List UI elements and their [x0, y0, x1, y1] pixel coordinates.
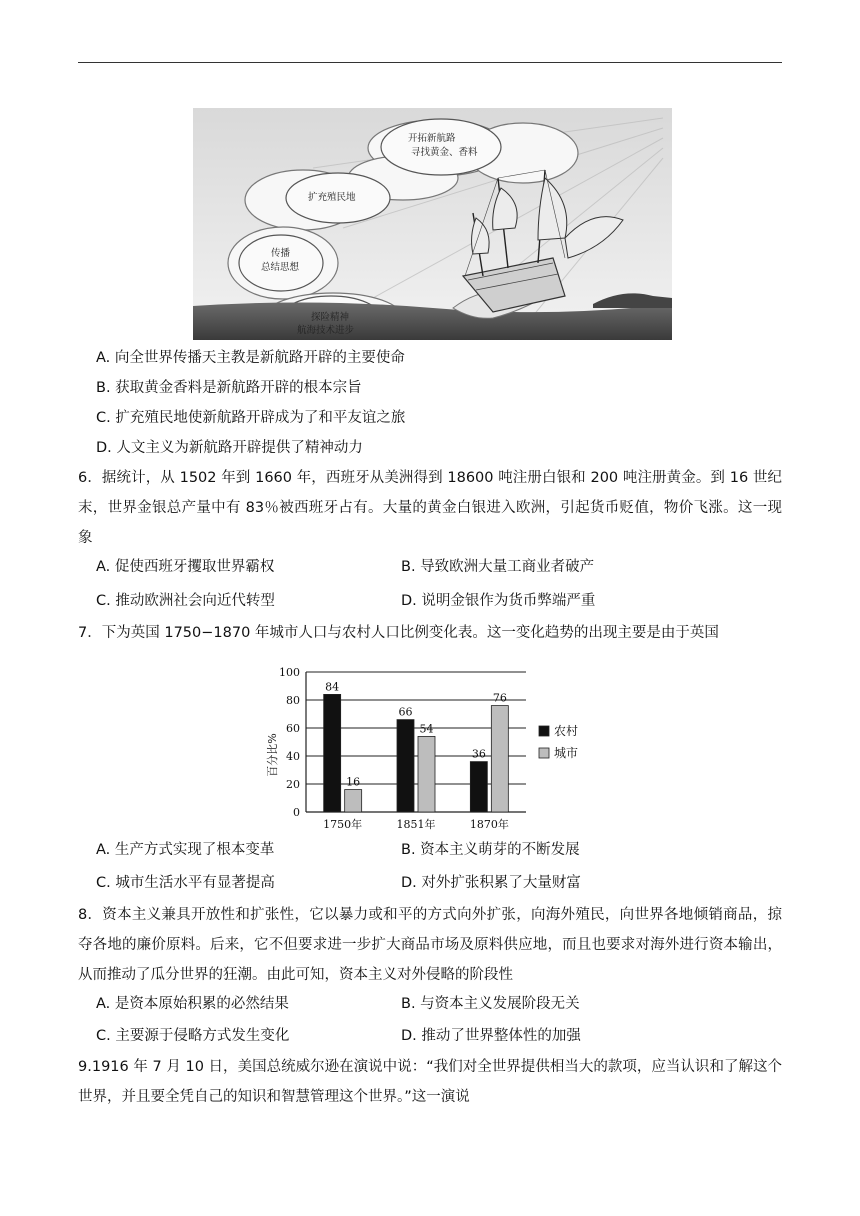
bubble-text-3: 扩充殖民地	[308, 192, 356, 203]
q5-option-a: A. 向全世界传播天主教是新航路开辟的主要使命	[96, 350, 405, 366]
header-rule	[78, 62, 782, 63]
bar-value-label: 36	[471, 747, 486, 761]
bar-rural	[397, 720, 414, 812]
q8-option-a: A. 是资本原始积累的必然结果	[96, 996, 289, 1012]
y-tick-label: 40	[286, 750, 300, 763]
y-tick-label: 100	[279, 666, 300, 679]
bubble-text-7: 航海技术进步	[297, 325, 355, 336]
x-category-label: 1870年	[469, 818, 509, 831]
bar-value-label: 54	[419, 722, 434, 736]
q7-option-d: D. 对外扩张积累了大量财富	[401, 875, 581, 891]
y-tick-label: 20	[286, 778, 300, 791]
q6-option-c: C. 推动欧洲社会向近代转型	[96, 593, 275, 609]
x-category-label: 1851年	[396, 818, 436, 831]
q6-option-b: B. 导致欧洲大量工商业者破产	[401, 559, 595, 575]
q6-option-d: D. 说明金银作为货币弊端严重	[401, 593, 596, 609]
bar-rural	[470, 762, 487, 812]
y-tick-label: 80	[286, 694, 300, 707]
q9-stem: 9.1916 年 7 月 10 日，美国总统威尔逊在演说中说：“我们对全世界提供相当大的款项，应当认识和了解这个世界，并且要全凭自己的知识和智慧管理这个世界。”这一演说	[78, 1059, 782, 1105]
bar-value-label: 76	[492, 691, 507, 705]
bar-value-label: 84	[325, 680, 340, 694]
q8-stem: 8．资本主义兼具开放性和扩张性，它以暴力或和平的方式向外扩张，向海外殖民，向世界各地倾销商品，掠夺各地的廉价原料。后来，它不但要求进一步扩大商品市场及原料供应地，而且也要求对海外进行资本输出，从而推动了瓜分世界的狂潮。由此可知，资本主义对外侵略的阶段性	[78, 907, 782, 983]
bubble-text-1: 开拓新航路	[408, 133, 456, 144]
chart-ylabel: 百分比%	[266, 733, 279, 777]
legend-swatch	[539, 726, 549, 736]
bubble-text-4: 传播	[271, 248, 291, 259]
bar-urban	[418, 736, 435, 812]
bar-rural	[324, 694, 341, 812]
bar-value-label: 66	[398, 705, 413, 719]
population-bar-chart	[256, 655, 596, 837]
bar-urban	[345, 790, 362, 812]
q8-option-c: C. 主要源于侵略方式发生变化	[96, 1028, 290, 1044]
bar-value-label: 16	[346, 775, 361, 789]
q5-option-b: B. 获取黄金香料是新航路开辟的根本宗旨	[96, 380, 362, 396]
q6-stem: 6．据统计，从 1502 年到 1660 年，西班牙从美洲得到 18600 吨注册白银和 200 吨注册黄金。到 16 世纪末，世界金银总产量中有 83％被西班牙占有。大量的黄金白银进入欧洲，引起货币贬值，物价飞涨。这一现象	[78, 470, 782, 546]
legend-label: 农村	[554, 724, 579, 738]
legend-swatch	[539, 748, 549, 758]
q7-stem: 7．下为英国 1750−1870 年城市人口与农村人口比例变化表。这一变化趋势的出现主要是由于英国	[78, 625, 719, 641]
y-tick-label: 0	[293, 806, 300, 819]
q7-option-c: C. 城市生活水平有显著提高	[96, 875, 275, 891]
ship-illustration	[193, 108, 672, 340]
q5-option-d: D. 人文主义为新航路开辟提供了精神动力	[96, 440, 363, 456]
bar-urban	[491, 706, 508, 812]
q7-option-a: A. 生产方式实现了根本变革	[96, 842, 275, 858]
q8-option-d: D. 推动了世界整体性的加强	[401, 1028, 581, 1044]
q8-option-b: B. 与资本主义发展阶段无关	[401, 996, 580, 1012]
bubble-text-6: 探险精神	[311, 312, 350, 323]
q7-option-b: B. 资本主义萌芽的不断发展	[401, 842, 580, 858]
q5-option-c: C. 扩充殖民地使新航路开辟成为了和平友谊之旅	[96, 410, 406, 426]
bubble-text-2: 寻找黄金、香料	[411, 147, 478, 158]
q6-option-a: A. 促使西班牙攫取世界霸权	[96, 559, 275, 575]
x-category-label: 1750年	[323, 818, 363, 831]
bubble-text-5: 总结思想	[261, 262, 300, 273]
y-tick-label: 60	[286, 722, 300, 735]
legend-label: 城市	[554, 746, 579, 760]
